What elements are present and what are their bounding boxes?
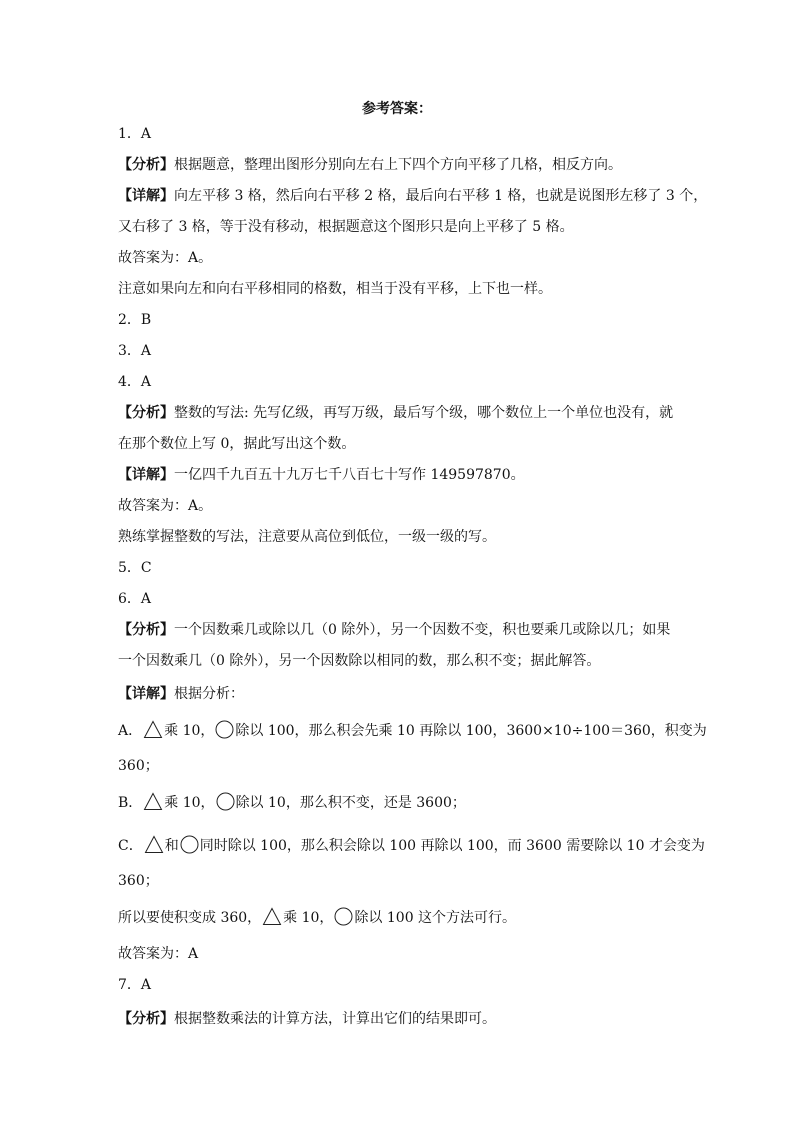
- q1-answer: 故答案为：A。: [118, 250, 213, 266]
- analysis-text: 根据题意，整理出图形分别向左右上下四个方向平移了几格，相反方向。: [174, 157, 622, 173]
- q4-number: 4．A: [118, 374, 152, 390]
- option-text: 乘 10，: [164, 723, 215, 739]
- q1-note: 注意如果向左和向右平移相同的格数，相当于没有平移，上下也一样。: [118, 281, 552, 297]
- q6-summary: [118, 907, 688, 928]
- q1-analysis: [118, 155, 688, 175]
- triangle-icon: [143, 720, 163, 739]
- analysis-tag: 【分析】: [118, 622, 174, 638]
- q3-number: 3．A: [118, 343, 152, 359]
- q2-number: 2．B: [118, 312, 152, 328]
- q7-analysis: [118, 1009, 688, 1029]
- analysis-text: 根据整数乘法的计算方法，计算出它们的结果即可。: [174, 1011, 496, 1027]
- summary-text: 除以 100 这个方法可行。: [354, 910, 517, 926]
- circle-icon: [216, 792, 235, 811]
- circle-icon: [334, 907, 353, 926]
- q6-option-a: [118, 720, 707, 741]
- analysis-text: 整数的写法: 先写亿级，再写万级，最后写个级，哪个数位上一个单位也没有，就: [174, 405, 674, 421]
- triangle-icon: [144, 835, 164, 854]
- circle-icon: [215, 720, 234, 739]
- option-text: 除以 100，那么积会先乘 10 再除以 100，3600×10÷100＝360，积变为: [235, 723, 707, 739]
- q7-number: 7．A: [118, 977, 152, 993]
- detail-tag: 【详解】: [118, 467, 174, 483]
- q1-detail-cont: 又右移了 3 格，等于没有移动，根据题意这个图形只是向上平移了 5 格。: [118, 219, 574, 235]
- detail-text: 根据分析：: [174, 686, 244, 702]
- q6-detail: [118, 684, 688, 704]
- summary-text: 乘 10，: [283, 910, 334, 926]
- option-text: 同时除以 100，那么积会除以 100 再除以 100，而 3600 需要除以 10 才会变为: [199, 838, 705, 854]
- q1-detail: [118, 186, 708, 206]
- option-prefix: C．: [118, 838, 143, 854]
- detail-tag: 【详解】: [118, 188, 174, 204]
- q6-option-c-cont: 360；: [118, 873, 159, 889]
- summary-text: 所以要使积变成 360，: [118, 910, 262, 926]
- q6-option-b: [118, 792, 688, 813]
- q4-detail: [118, 465, 688, 485]
- q6-option-a-cont: 360；: [118, 758, 159, 774]
- q4-answer: 故答案为：A。: [118, 498, 213, 514]
- option-prefix: B．: [118, 795, 143, 811]
- q6-analysis: [118, 620, 688, 640]
- circle-icon: [180, 835, 199, 854]
- triangle-icon: [143, 792, 163, 811]
- option-text: 和: [164, 838, 179, 854]
- q6-analysis-cont: 一个因数乘几（0 除外），另一个因数除以相同的数，那么积不变；据此解答。: [118, 653, 601, 669]
- option-prefix: A．: [118, 723, 143, 739]
- q4-analysis: [118, 403, 688, 423]
- q5-number: 5．C: [118, 560, 152, 576]
- q4-note: 熟练掌握整数的写法，注意要从高位到低位，一级一级的写。: [118, 529, 496, 545]
- q6-option-c: [118, 835, 705, 856]
- option-text: 除以 10，那么积不变，还是 3600；: [235, 795, 466, 811]
- detail-tag: 【详解】: [118, 686, 174, 702]
- triangle-icon: [262, 907, 282, 926]
- analysis-tag: 【分析】: [118, 157, 174, 173]
- analysis-tag: 【分析】: [118, 1011, 174, 1027]
- analysis-text: 一个因数乘几或除以几（0 除外），另一个因数不变，积也要乘几或除以几；如果: [174, 622, 671, 638]
- q6-answer: 故答案为：A: [118, 946, 199, 962]
- q1-number: 1．A: [118, 126, 152, 142]
- page-title: 参考答案：: [362, 101, 432, 117]
- detail-text: 一亿四千九百五十九万七千八百七十写作 149597870。: [174, 467, 525, 483]
- detail-text: 向左平移 3 格，然后向右平移 2 格，最后向右平移 1 格，也就是说图形左移了 3 个，: [174, 188, 708, 204]
- analysis-tag: 【分析】: [118, 405, 174, 421]
- q4-analysis-cont: 在那个数位上写 0，据此写出这个数。: [118, 436, 356, 452]
- q6-number: 6．A: [118, 591, 152, 607]
- option-text: 乘 10，: [164, 795, 215, 811]
